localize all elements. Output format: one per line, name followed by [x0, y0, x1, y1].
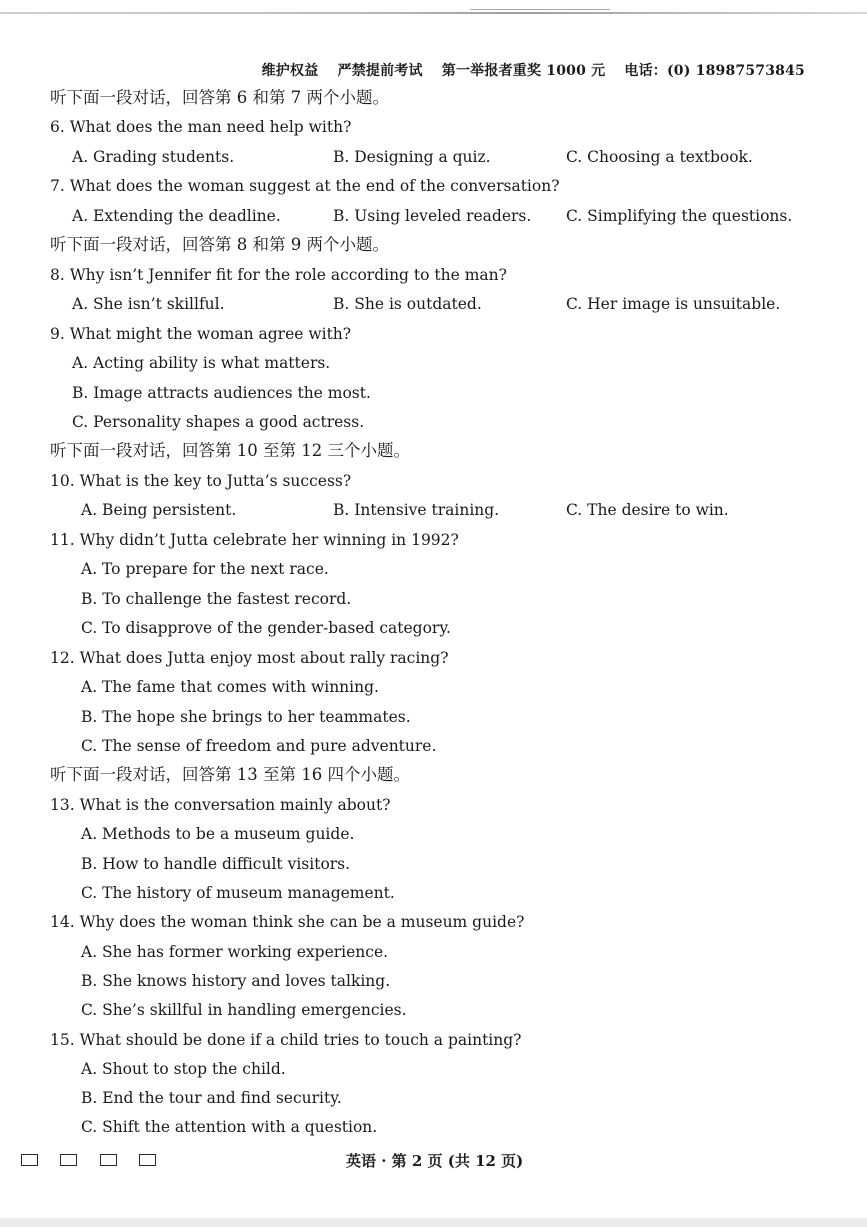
exam-header: [262, 60, 805, 80]
question-13-option-b: B. How to handle difficult visitors.: [81, 855, 351, 873]
question-6-option-c: C. Choosing a textbook.: [566, 148, 753, 166]
question-12-stem: 12. What does Jutta enjoy most about rally racing?: [50, 649, 449, 667]
question-10-stem: 10. What is the key to Jutta’s success?: [50, 472, 352, 490]
question-13-stem: 13. What is the conversation mainly about?: [50, 796, 391, 814]
header-phone: 电话：(0) 18987573845: [624, 63, 805, 79]
question-11-option-a: A. To prepare for the next race.: [81, 560, 329, 578]
question-7-option-c: C. Simplifying the questions.: [566, 207, 793, 225]
question-15-option-a: A. Shout to stop the child.: [81, 1060, 286, 1078]
header-rights: 维护权益: [261, 63, 319, 79]
question-6-option-a: A. Grading students.: [72, 148, 235, 166]
question-8-option-c: C. Her image is unsuitable.: [566, 295, 781, 313]
question-12-option-b: B. The hope she brings to her teammates.: [81, 708, 411, 726]
question-6-option-b: B. Designing a quiz.: [333, 148, 491, 166]
question-13-option-c: C. The history of museum management.: [81, 884, 395, 902]
binding-box-1: [21, 1154, 38, 1166]
question-10-option-b: B. Intensive training.: [333, 501, 500, 519]
question-7-option-b: B. Using leveled readers.: [333, 207, 532, 225]
question-15-option-c: C. Shift the attention with a question.: [81, 1118, 378, 1136]
page-number-label: 英语 · 第 2 页 (共 12 页): [346, 1152, 524, 1170]
question-6-stem: 6. What does the man need help with?: [50, 118, 352, 136]
scan-edge-mark: [470, 9, 610, 10]
section-instruction-6-7: 听下面一段对话，回答第 6 和第 7 两个小题。: [50, 88, 389, 107]
question-8-option-a: A. She isn’t skillful.: [72, 295, 225, 313]
question-10-option-c: C. The desire to win.: [566, 501, 729, 519]
question-12-option-c: C. The sense of freedom and pure adventure.: [81, 737, 437, 755]
question-14-option-b: B. She knows history and loves talking.: [81, 972, 391, 990]
header-no-early-exam: 严禁提前考试: [337, 63, 423, 79]
question-14-stem: 14. Why does the woman think she can be a museum guide?: [50, 913, 525, 931]
question-9-stem: 9. What might the woman agree with?: [50, 325, 352, 343]
question-14-option-a: A. She has former working experience.: [81, 943, 389, 961]
header-reward: 第一举报者重奖 1000 元: [441, 63, 606, 79]
question-8-option-b: B. She is outdated.: [333, 295, 482, 313]
question-9-option-b: B. Image attracts audiences the most.: [72, 384, 371, 402]
question-9-option-a: A. Acting ability is what matters.: [72, 354, 331, 372]
question-15-stem: 15. What should be done if a child tries to touch a painting?: [50, 1031, 522, 1049]
question-11-option-c: C. To disapprove of the gender-based category.: [81, 619, 451, 637]
section-instruction-13-16: 听下面一段对话，回答第 13 至第 16 四个小题。: [50, 765, 410, 784]
binding-box-3: [100, 1154, 117, 1166]
question-7-option-a: A. Extending the deadline.: [72, 207, 281, 225]
question-15-option-b: B. End the tour and find security.: [81, 1089, 342, 1107]
question-12-option-a: A. The fame that comes with winning.: [81, 678, 379, 696]
question-11-stem: 11. Why didn’t Jutta celebrate her winning in 1992?: [50, 531, 459, 549]
question-7-stem: 7. What does the woman suggest at the end of the conversation?: [50, 177, 560, 195]
section-instruction-10-12: 听下面一段对话，回答第 10 至第 12 三个小题。: [50, 441, 410, 460]
question-13-option-a: A. Methods to be a museum guide.: [81, 825, 355, 843]
question-10-option-a: A. Being persistent.: [81, 501, 237, 519]
scan-bottom-edge: [0, 1218, 867, 1227]
section-instruction-8-9: 听下面一段对话，回答第 8 和第 9 两个小题。: [50, 235, 389, 254]
question-8-stem: 8. Why isn’t Jennifer fit for the role according to the man?: [50, 266, 507, 284]
question-9-option-c: C. Personality shapes a good actress.: [72, 413, 365, 431]
binding-box-4: [139, 1154, 156, 1166]
page-footer: [0, 1150, 867, 1172]
scan-edge-line: [0, 12, 867, 14]
question-11-option-b: B. To challenge the fastest record.: [81, 590, 352, 608]
question-14-option-c: C. She’s skillful in handling emergencies.: [81, 1001, 407, 1019]
binding-box-2: [60, 1154, 77, 1166]
